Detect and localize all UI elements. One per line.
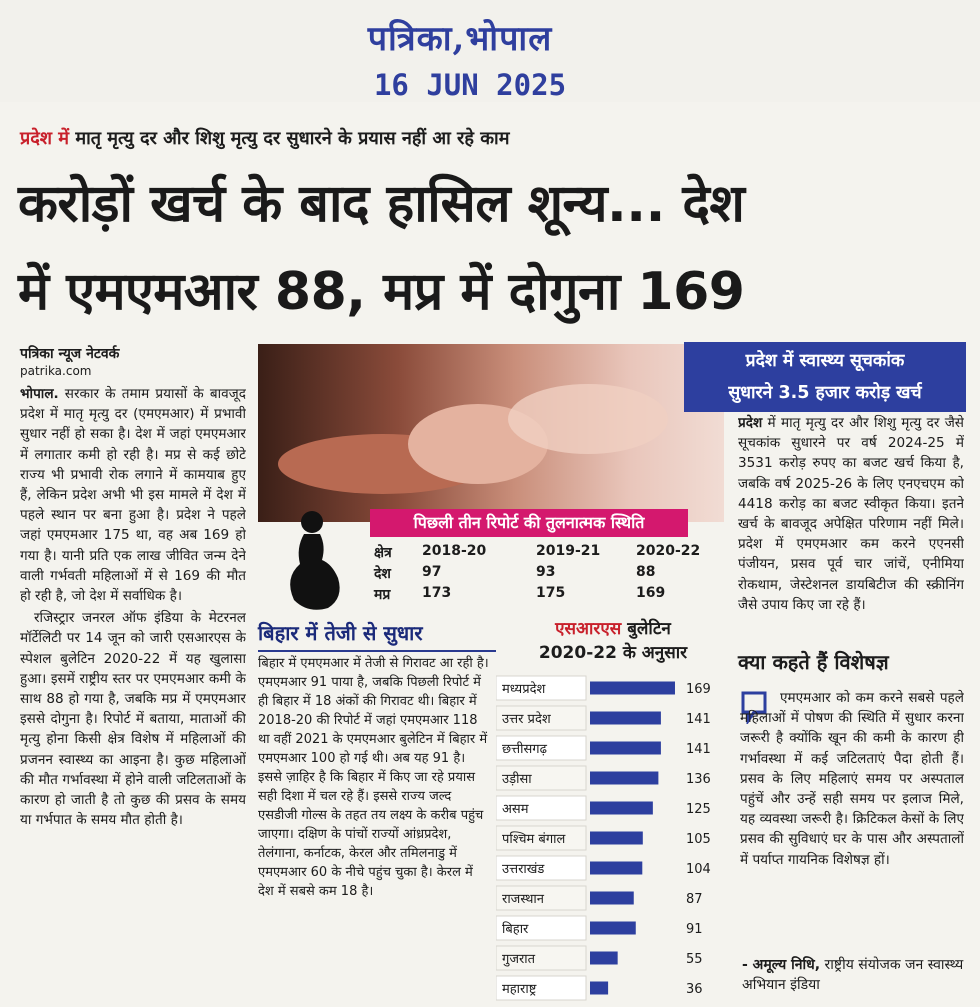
chart-category-label: पश्चिम बंगाल bbox=[502, 832, 566, 847]
chart-value-label: 87 bbox=[686, 892, 703, 907]
kicker-text: मातृ मृत्यु दर और शिशु मृत्यु दर सुधारने के प्रयास नहीं आ रहे काम bbox=[69, 128, 510, 149]
kicker bbox=[20, 126, 509, 150]
chart-title-line2: 2020-22 के अनुसार bbox=[538, 643, 688, 663]
chart-bar bbox=[590, 892, 634, 905]
chart-bar bbox=[590, 772, 658, 785]
chart-category-label: राजस्थान bbox=[502, 892, 545, 907]
chart-value-label: 141 bbox=[686, 742, 711, 757]
chart-value-label: 55 bbox=[686, 952, 703, 967]
chart-category-label: मध्यप्रदेश bbox=[502, 682, 546, 697]
comparison-cell: मप्र bbox=[374, 587, 391, 603]
budget-story bbox=[738, 413, 964, 641]
chart-title-rest: बुलेटिन bbox=[621, 619, 671, 639]
expert-name: - अमूल्य निधि, bbox=[742, 957, 821, 973]
expert-signature bbox=[742, 955, 966, 995]
bihar-divider bbox=[258, 650, 496, 652]
chart-bar bbox=[590, 712, 661, 725]
comparison-cell: 97 bbox=[422, 564, 442, 580]
headline-line-2: में एमएमआर 88, मप्र में दोगुना 169 bbox=[18, 262, 745, 322]
chart-category-label: बिहार bbox=[502, 922, 529, 937]
pregnant-woman-icon bbox=[274, 508, 352, 614]
bihar-heading: बिहार में तेजी से सुधार bbox=[258, 621, 423, 645]
expert-role: राष्ट्रीय संयोजक जन स्वास्थ्य अभियान इंडिया bbox=[742, 957, 964, 993]
chart-value-label: 91 bbox=[686, 922, 703, 937]
comparison-cell: देश bbox=[374, 566, 391, 582]
chart-bar bbox=[590, 862, 642, 875]
chart-value-label: 141 bbox=[686, 712, 711, 727]
byline-site: patrika.com bbox=[20, 364, 92, 378]
bihar-story: बिहार में एमएमआर में तेजी से गिरावट आ रही है। एमएमआर 91 पाया है, जबकि पिछली रिपोर्ट में ही बिहार में 18 अंकों की गिरावट थी। बिहार में 2018-20 की रिपोर्ट में जहां एमएमआर 118 था वहीं 2021 के एमएमआर बुलेटिन में बिहार में एमएमआर 100 हो गई थी। अब यह 91 है। इससे ज़ाहिर है कि बिहार में किए जा रहे प्रयास सही दिशा में चल रहे हैं। इससे राज्य जल्द एसडीजी गोल्स के तहत तय लक्ष्य के करीब पहुंच जाएगा। दक्षिण के पांचों राज्यों आंध्रप्रदेश, तेलंगाना, कर्नाटक, केरल और तमिलनाडु में एमएमआर 60 के नीचे पहुंच चुका है। केरल में देश में सबसे कम 18 है। bbox=[258, 656, 489, 899]
main-story-para-1 bbox=[20, 384, 246, 606]
comparison-title: पिछली तीन रिपोर्ट की तुलनात्मक स्थिति bbox=[370, 509, 688, 537]
chart-category-label: असम bbox=[502, 802, 529, 817]
byline: पत्रिका न्यूज नेटवर्क bbox=[20, 346, 120, 362]
chart-category-label: उत्तर प्रदेश bbox=[502, 712, 551, 727]
comparison-header-cell: क्षेत्र bbox=[374, 545, 392, 561]
comparison-cell: 88 bbox=[636, 564, 656, 580]
kicker-lead: प्रदेश में bbox=[20, 128, 70, 149]
dateline: भोपाल. bbox=[20, 386, 59, 402]
budget-story-text: में मातृ मृत्यु दर और शिशु मृत्यु दर जैसे सूचकांक सुधारने पर वर्ष 2024-25 में 3531 करोड़ रुपए का बजट खर्च किया है, जबकि वर्ष 2025-26 के लिए एनएचएम को 4418 करोड़ का बजट स्वीकृत किया। इतने खर्च के बावजूद अपेक्षित परिणाम नहीं मिले। प्रदेश में एमएमआर कम करने एएनसी पंजीयन, प्रसव पूर्व चार जांचें, एनीमिया रोकथाम, जेस्टेशनल डायबिटीज की स्क्रीनिंग जैसे उपाय किए जा रहे हैं। bbox=[738, 415, 964, 613]
chart-bar bbox=[590, 922, 636, 935]
comparison-cell: 173 bbox=[422, 585, 452, 601]
chart-category-label: छत्तीसगढ़ bbox=[502, 742, 547, 757]
comparison-cell: 175 bbox=[536, 585, 566, 601]
comparison-header-cell: 2018-20 bbox=[422, 543, 487, 559]
right-banner bbox=[684, 342, 966, 412]
comparison-header-cell: 2020-22 bbox=[636, 543, 701, 559]
chart-bar bbox=[590, 682, 675, 695]
stamp-date: 16 JUN 2025 bbox=[373, 68, 567, 102]
right-banner-line-1: प्रदेश में स्वास्थ्य सूचकांक bbox=[745, 351, 905, 371]
main-story bbox=[20, 384, 246, 994]
chart-value-label: 105 bbox=[686, 832, 711, 847]
chart-value-label: 125 bbox=[686, 802, 711, 817]
chart-title bbox=[508, 617, 718, 665]
comparison-cell: 93 bbox=[536, 564, 556, 580]
chart-bar bbox=[590, 802, 653, 815]
chart-bar bbox=[590, 982, 608, 995]
expert-quote bbox=[740, 688, 964, 942]
hands-photo bbox=[258, 344, 724, 522]
chart-category-label: गुजरात bbox=[502, 952, 536, 967]
chart-category-label: उड़ीसा bbox=[502, 772, 532, 787]
main-story-para-2: रजिस्ट्रार जनरल ऑफ इंडिया के मेटरनल मॉर्टेलिटी पर 14 जून को जारी एसआरएस के स्पेशल बुलेटिन 2020-22 में यह खुलासा हुआ। इसमें राष्ट्रीय स्तर पर एमएमआर कमी के साथ 88 हो गया है, जबकि मप्र में एमएमआर इससे दोगुना है। रिपोर्ट में बताया, माताओं की मृत्यु होना किसी क्षेत्र विशेष में महिलाओं की प्रजनन स्वास्थ्य का आइना है। कुछ महिलाओं की मौत गर्भावस्था में होने वाली जटिलताओं के कारण हो जाती है तो कुछ की प्रसव के समय या गर्भपात के समय मौत होती है। bbox=[20, 610, 246, 829]
mmr-bar-chart bbox=[496, 674, 724, 1004]
headline-line-1: करोड़ों खर्च के बाद हासिल शून्य... देश bbox=[18, 174, 745, 234]
chart-category-label: महाराष्ट्र bbox=[502, 982, 537, 997]
chart-value-label: 104 bbox=[686, 862, 711, 877]
main-story-text-1: सरकार के तमाम प्रयासों के बावजूद प्रदेश में मातृ मृत्यु दर (एमएमआर) में प्रभावी सुधार नहीं हो सका है। देश में जहां एमएमआर में लगातार कमी हो रही है। मप्र से कई छोटे राज्य भी प्रभावी रोक लगाने में कामयाब हुए हैं, लेकिन प्रदेश अभी भी इस मामले में देश में पहले स्थान पर बना हुआ है। प्रदेश ने पहले जहां एमएमआर 175 था, वह अब 169 हो गया है। यानी प्रति एक लाख जीवित जन्म देने वाली गर्भवती महिलाओं में से 169 की मौत हो रही है, जो देश में सर्वाधिक है। bbox=[20, 386, 246, 605]
chart-bar bbox=[590, 952, 618, 965]
chart-bar bbox=[590, 742, 661, 755]
comparison-header-cell: 2019-21 bbox=[536, 543, 601, 559]
expert-heading: क्या कहते हैं विशेषज्ञ bbox=[738, 650, 889, 674]
right-banner-line-2: सुधारने 3.5 हजार करोड़ खर्च bbox=[728, 383, 922, 403]
stamp-source: पत्रिका,भोपाल bbox=[367, 19, 553, 59]
chart-value-label: 136 bbox=[686, 772, 711, 787]
chart-category-label: उत्तराखंड bbox=[502, 862, 545, 877]
budget-story-lead: प्रदेश bbox=[738, 415, 763, 431]
chart-value-label: 169 bbox=[686, 682, 711, 697]
chart-title-red: एसआरएस bbox=[555, 619, 622, 639]
chart-value-label: 36 bbox=[686, 982, 703, 997]
expert-quote-text: एमएमआर को कम करने सबसे पहले महिलाओं में पोषण की स्थिति में सुधार करना जरूरी है क्योंकि खून की कमी के कारण ही गर्भावस्था में कई जटिलताएं पैदा होती हैं। प्रसव के लिए महिलाएं समय पर अस्पताल पहुंचें और उन्हें सही समय पर इलाज मिले, यह व्यवस्था जरूरी है। क्रिटिकल केसों के लिए प्रसव की सुविधाएं घर के पास और अस्पतालों में पर्याप्त गायनिक विशेषज्ञ हों। bbox=[740, 690, 964, 868]
chart-bar bbox=[590, 832, 643, 845]
comparison-cell: 169 bbox=[636, 585, 666, 601]
